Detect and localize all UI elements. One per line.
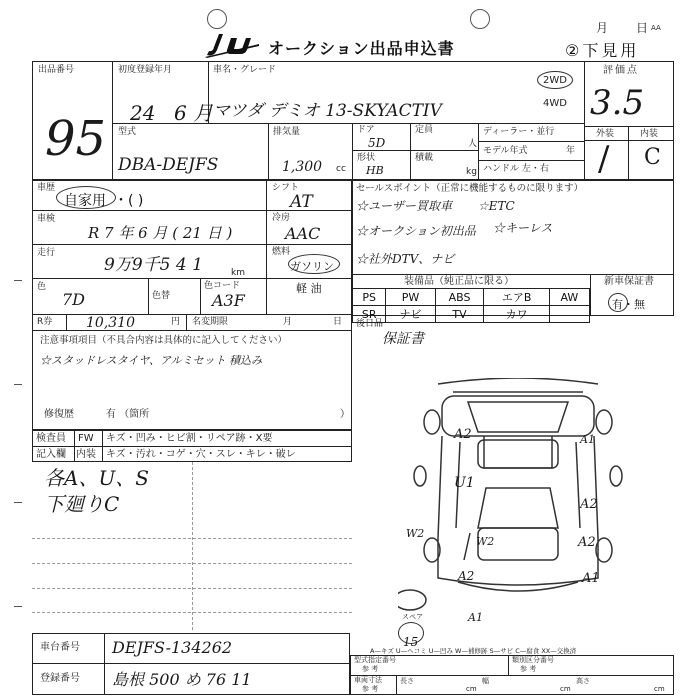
diagram-mark-a2-rear-right: A2 <box>578 535 596 550</box>
car-name-value: マツダ デミオ 13-SKYACTIV <box>213 101 442 121</box>
drive-4wd: 4WD <box>543 98 567 109</box>
sales-item-5: ☆社外DTV、ナビ <box>356 252 455 266</box>
repair-value: 有 （箇所 <box>106 409 150 420</box>
inspector-fw: FW <box>78 433 94 444</box>
capacity-label: 定員 <box>415 125 434 135</box>
capacity-unit: 人 <box>468 139 478 149</box>
spec-dim-ref: 参 考 <box>362 685 379 693</box>
diagram-mark-a1-rear-right: A1 <box>582 571 600 586</box>
mileage-unit: km <box>231 268 245 278</box>
first-reg-year: 24 <box>130 101 156 125</box>
first-reg-label: 初度登録年月 <box>118 65 173 75</box>
diagram-mark-w2-left: W2 <box>406 527 425 540</box>
history-value: 自家用 <box>64 193 106 209</box>
reg-number-label: 登録番号 <box>40 673 80 684</box>
new-car-value: 有・無 <box>612 298 645 311</box>
load-label: 積載 <box>415 153 434 163</box>
copy-label: ②下見用 <box>565 41 640 60</box>
vehicle-diagram <box>398 378 638 628</box>
new-car-label: 新車保証書 <box>604 276 654 287</box>
hole-punch-left <box>207 9 227 29</box>
drive-2wd: 2WD <box>543 75 567 86</box>
equip-leather: カワ <box>484 306 549 323</box>
car-name-label: 車名・グレード <box>213 65 277 75</box>
int-value: C <box>644 145 661 170</box>
equipment-label: 装備品（純正品に限る） <box>404 276 514 287</box>
drive-circle <box>537 71 573 89</box>
entry-label: 記入欄 <box>36 449 66 460</box>
spec-type-ref: 参 考 <box>362 665 379 673</box>
equip-airbag: エアB <box>484 289 549 306</box>
model-label: 型式 <box>118 127 137 137</box>
handwritten-note-2: 下廻りC <box>44 492 120 516</box>
handle-label: ハンドル 左・右 <box>483 164 549 174</box>
spec-length: 長さ <box>400 677 414 685</box>
chassis-value: DEJFS-134262 <box>112 638 233 657</box>
rating-label: 評価点 <box>603 65 639 76</box>
spec-width-cm: cm <box>560 685 571 693</box>
margin-mark <box>14 502 22 503</box>
inspector-label: 検査員 <box>36 433 66 444</box>
doors-value: 5D <box>368 136 386 150</box>
mileage-value: 9万9千5 4 1 <box>104 255 203 275</box>
model-value: DBA-DEJFS <box>118 155 219 175</box>
spec-class-ref: 参 考 <box>520 665 537 673</box>
fuel-label: 燃料 <box>272 247 291 257</box>
inspector-legend: キズ・凹み・ヒビ割・リペア跡・X要 <box>106 433 273 444</box>
color-code-label: 色コード <box>204 281 241 291</box>
recycle-value: 10,310 <box>86 315 135 331</box>
diagram-mark-a1-rear-left: A1 <box>468 611 483 624</box>
fuel-diesel: 軽 油 <box>296 282 322 295</box>
ju-logo-icon <box>205 32 261 58</box>
spare-mark-text: 15 <box>403 635 419 649</box>
inspection-value: R 7 年 6 月 ( 21 日 ) <box>88 224 233 242</box>
sales-item-3: ☆オークション初出品 <box>356 224 476 238</box>
spare-label: スペア <box>402 613 423 621</box>
margin-mark <box>14 606 22 607</box>
recycle-label: R券 <box>37 317 53 327</box>
doors-label: ドア <box>357 125 375 135</box>
lot-value: 95 <box>45 111 107 167</box>
model-year-unit: 年 <box>566 146 576 156</box>
reg-number-value: 島根 500 め 76 11 <box>112 670 252 689</box>
after-market-value: 保証書 <box>382 331 424 347</box>
diagram-mark-w2-center: W2 <box>476 535 495 548</box>
equip-abs: ABS <box>435 289 484 306</box>
margin-mark <box>14 384 22 385</box>
diagram-mark-a2-rear-left: A2 <box>458 569 475 583</box>
equip-empty <box>549 306 589 323</box>
form-title: オークション出品申込書 <box>268 39 455 58</box>
repair-label: 修復歴 <box>44 409 74 420</box>
sales-item-1: ☆ユーザー買取車 <box>356 199 453 213</box>
ac-label: 冷房 <box>272 213 291 223</box>
fuel-gasoline: ガソリン <box>290 260 334 273</box>
shift-label: シフト <box>272 183 300 193</box>
name-change-month: 月 <box>283 317 293 327</box>
shift-value: AT <box>290 192 313 212</box>
ext-value: / <box>598 139 610 179</box>
color-code-value: A3F <box>212 291 245 310</box>
shape-label: 形状 <box>357 153 376 163</box>
equip-pw: PW <box>386 289 435 306</box>
shape-value: HB <box>366 164 384 177</box>
chassis-label: 車台番号 <box>40 642 80 653</box>
ac-value: AAC <box>285 224 321 243</box>
day-label: 日 <box>636 21 649 35</box>
spec-dim-label: 車両寸法 <box>354 676 382 684</box>
sales-item-4: ☆キーレス <box>493 221 553 235</box>
margin-mark <box>14 280 22 281</box>
equipment-table <box>352 288 590 323</box>
rating-value: 3.5 <box>590 83 645 123</box>
ext-label: 外装 <box>596 129 615 139</box>
legend-line: A—キズ U—ヘコミ U—凹み W—補修跡 S—サビ C—腐食 XX—交換済 <box>370 647 577 655</box>
entry-inner: 内装 <box>76 449 96 460</box>
entry-legend: キズ・汚れ・コゲ・穴・スレ・キレ・破レ <box>106 449 296 460</box>
dealer-label: ディーラー・並行 <box>483 127 555 137</box>
fuel-circle <box>288 254 340 274</box>
load-unit: kg <box>466 167 477 177</box>
spec-type-label: 型式指定番号 <box>354 656 396 664</box>
diagram-mark-u1: U1 <box>454 475 475 491</box>
spec-class-label: 類別区分番号 <box>512 656 554 664</box>
lot-label: 出品番号 <box>38 65 75 75</box>
month-label: 月 <box>596 21 609 35</box>
history-circle <box>56 186 116 209</box>
int-label: 内装 <box>640 129 659 139</box>
spec-height: 高さ <box>576 677 590 685</box>
sales-item-2: ☆ETC <box>478 199 515 213</box>
inspection-label: 車検 <box>37 214 56 224</box>
diagram-mark-a2-front-left: A2 <box>454 427 472 442</box>
notes-label: 注意事項項目（不具合内容は具体的に記入してください） <box>40 335 288 346</box>
hole-punch-right <box>470 9 490 29</box>
aa-label: AA <box>651 24 661 32</box>
spec-height-cm: cm <box>654 685 665 693</box>
mileage-label: 走行 <box>37 248 56 258</box>
first-reg-month: 6 月 <box>174 101 214 125</box>
equip-navi: ナビ <box>386 306 435 323</box>
equip-sr: SR <box>353 306 386 323</box>
model-year-label: モデル年式 <box>483 146 528 156</box>
sales-label: セールスポイント（正常に機能するものに限ります） <box>356 183 584 194</box>
after-market-label: 後日品 <box>356 319 384 329</box>
name-change-label: 名変期限 <box>192 317 229 327</box>
new-car-circle <box>608 293 628 312</box>
spec-width: 幅 <box>482 677 489 685</box>
displacement-unit: cc <box>336 164 346 174</box>
recycle-unit: 円 <box>171 317 181 327</box>
history-paren: ・( ) <box>114 193 144 209</box>
notes-value: ☆スタッドレスタイヤ、アルミセット 積込み <box>40 354 263 367</box>
equip-aw: AW <box>549 289 589 306</box>
spec-length-cm: cm <box>466 685 477 693</box>
displacement-value: 1,300 <box>282 159 323 175</box>
handwritten-note-1: 各A、U、S <box>44 466 149 490</box>
repair-close: ） <box>340 409 350 420</box>
equip-tv: TV <box>435 306 484 323</box>
history-label: 車歴 <box>37 183 56 193</box>
diagram-mark-a1-front-right: A1 <box>580 433 595 446</box>
logo <box>205 32 261 62</box>
color-change-label: 色替 <box>152 291 171 301</box>
diagram-mark-a2-right: A2 <box>580 497 598 512</box>
displacement-label: 排気量 <box>273 127 301 137</box>
color-value: 7D <box>62 290 86 309</box>
equip-ps: PS <box>353 289 386 306</box>
name-change-day: 日 <box>333 317 343 327</box>
color-label: 色 <box>37 282 47 292</box>
